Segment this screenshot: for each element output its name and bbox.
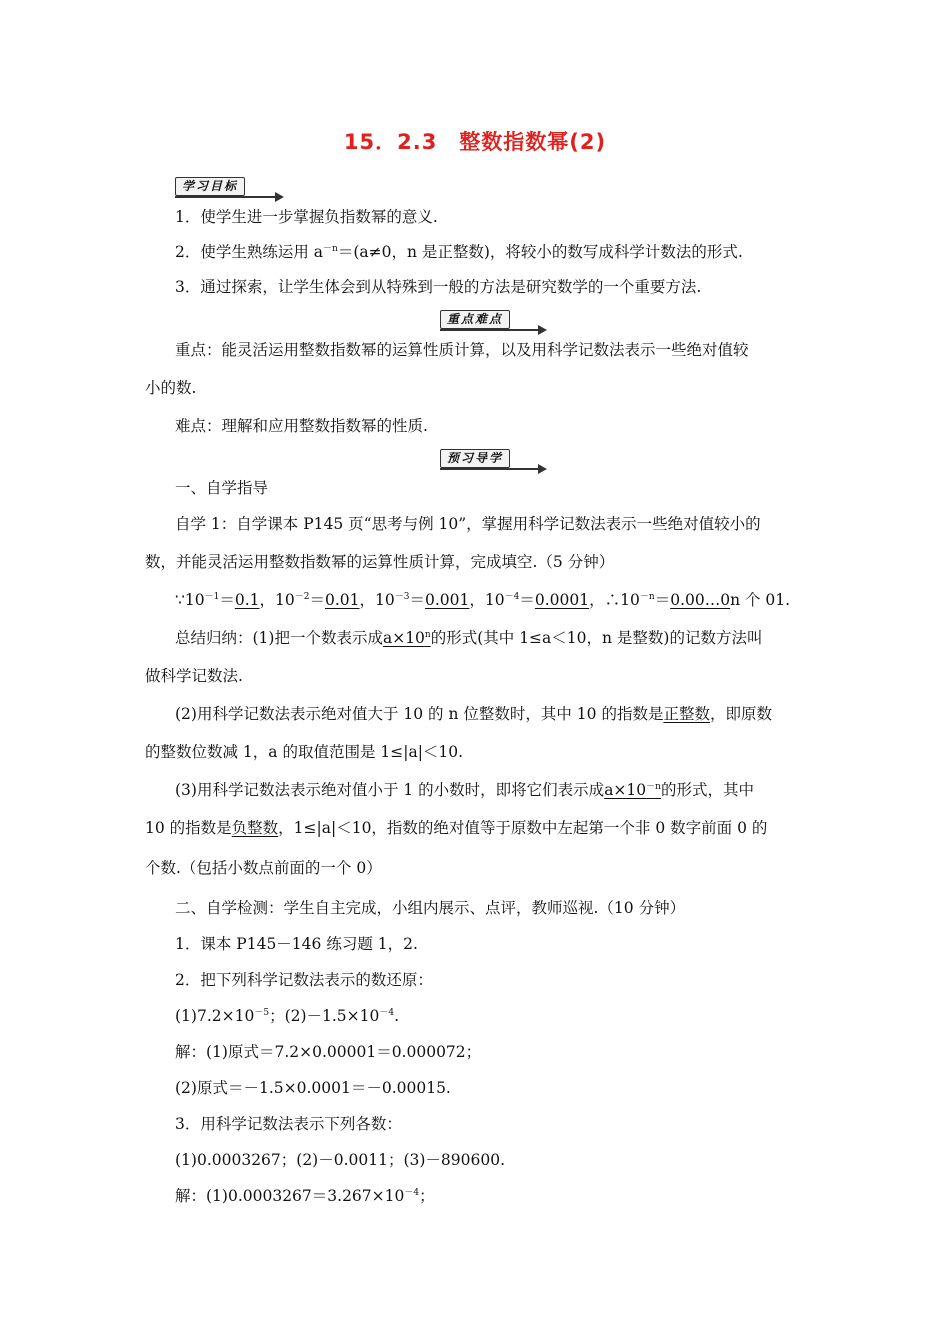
part2-heading: 二、自学检测：学生自主完成，小组内展示、点评，教师巡视.（10 分钟） (175, 899, 686, 917)
objective-1: 1．使学生进一步掌握负指数幂的意义. (175, 208, 438, 226)
answer-blank: $a\times 10^{-n}$ (604, 781, 661, 799)
exercise-line: 3．用科学记数法表示下列各数： (175, 1115, 402, 1133)
answer-blank: 0.1 (234, 591, 260, 609)
summary-line: 总结归纳：(1)把一个数表示成$a\times 10^n$的形式(其中 1≤a＜10，n 是整数)的记数方法叫 (175, 629, 763, 647)
summary-line: 的整数位数减 1，a 的取值范围是 1≤|a|＜10. (145, 743, 464, 761)
objective-3: 3．通过探索，让学生体会到从特殊到一般的方法是研究数学的一个重要方法. (175, 278, 702, 296)
solution-line: 解：(1)原式＝7.2×0.00001＝0.000072； (175, 1043, 482, 1061)
self-study-line: 数，并能灵活运用整数指数幂的运算性质计算，完成填空.（5 分钟） (145, 553, 615, 571)
summary-line: 做科学记数法. (145, 667, 243, 685)
exercise-line: 1．课本 P145－146 练习题 1，2. (175, 935, 418, 953)
solution-line: 解：$(1)0.0003267=3.267\times 10^{-4}$； (175, 1187, 435, 1205)
section-tag-key-points (440, 309, 552, 331)
tag-label: 预习导学 (440, 449, 510, 468)
page-title: 15．2.3 整数指数幂(2) (343, 130, 607, 154)
answer-blank: 负整数 (231, 819, 279, 837)
exercise-items: $(1)7.2\times 10^{-5}$；$(2)-1.5\times 10^{-4}$. (175, 1007, 400, 1025)
self-study-line: 自学 1：自学课本 P145 页“思考与例 10”，掌握用科学记数法表示一些绝对值较小的 (175, 515, 761, 533)
solution-line: (2)原式＝－1.5×0.0001＝－0.00015. (175, 1079, 451, 1097)
answer-blank: 0.0001 (534, 591, 590, 609)
answer-blank: 0.001 (425, 591, 470, 609)
key-point-line: 小的数. (145, 379, 197, 397)
summary-line: (2)用科学记数法表示绝对值大于 10 的 n 位整数时，其中 10 的指数是正整数，即原数 (175, 705, 772, 723)
difficulty-line: 难点：理解和应用整数指数幂的性质. (175, 417, 428, 435)
tag-label: 学习目标 (175, 177, 245, 196)
summary-line: (3)用科学记数法表示绝对值小于 1 的小数时，即将它们表示成$a\times 10^{-n}$的形式，其中 (175, 781, 754, 799)
section-tag-preview (440, 448, 552, 470)
answer-blank: $a\times 10^n$ (382, 629, 431, 647)
answer-blank: 0.01 (325, 591, 360, 609)
powers-line: $\because 10^{-1}=0.1$，$10^{-2}=0.01$，$10^{-3}=0.001$，$10^{-4}=0.0001$，$\therefore 10^{-n}=0.00\dots 0n$ 个 01. (175, 591, 791, 609)
answer-blank: 正整数 (663, 705, 710, 723)
tag-label: 重点难点 (440, 310, 510, 329)
objective-2: 2．使学生熟练运用 $a^{-n}=(a\ne 0$，n 是正整数)，将较小的数写成科学计数法的形式. (175, 243, 743, 261)
summary-line: 个数.（包括小数点前面的一个 0） (145, 859, 382, 877)
summary-line: 10 的指数是负整数，1≤|a|＜10，指数的绝对值等于原数中左起第一个非 0 数字前面 0 的 (145, 819, 768, 837)
answer-blank: 0.00…0 (670, 591, 731, 609)
section-tag-objectives (175, 176, 287, 198)
exercise-items: (1)0.0003267；(2)－0.0011；(3)－890600. (175, 1151, 506, 1169)
key-point-line: 重点：能灵活运用整数指数幂的运算性质计算，以及用科学记数法表示一些绝对值较 (175, 341, 749, 359)
part1-heading: 一、自学指导 (175, 479, 269, 497)
exercise-line: 2．把下列科学记数法表示的数还原： (175, 971, 433, 989)
